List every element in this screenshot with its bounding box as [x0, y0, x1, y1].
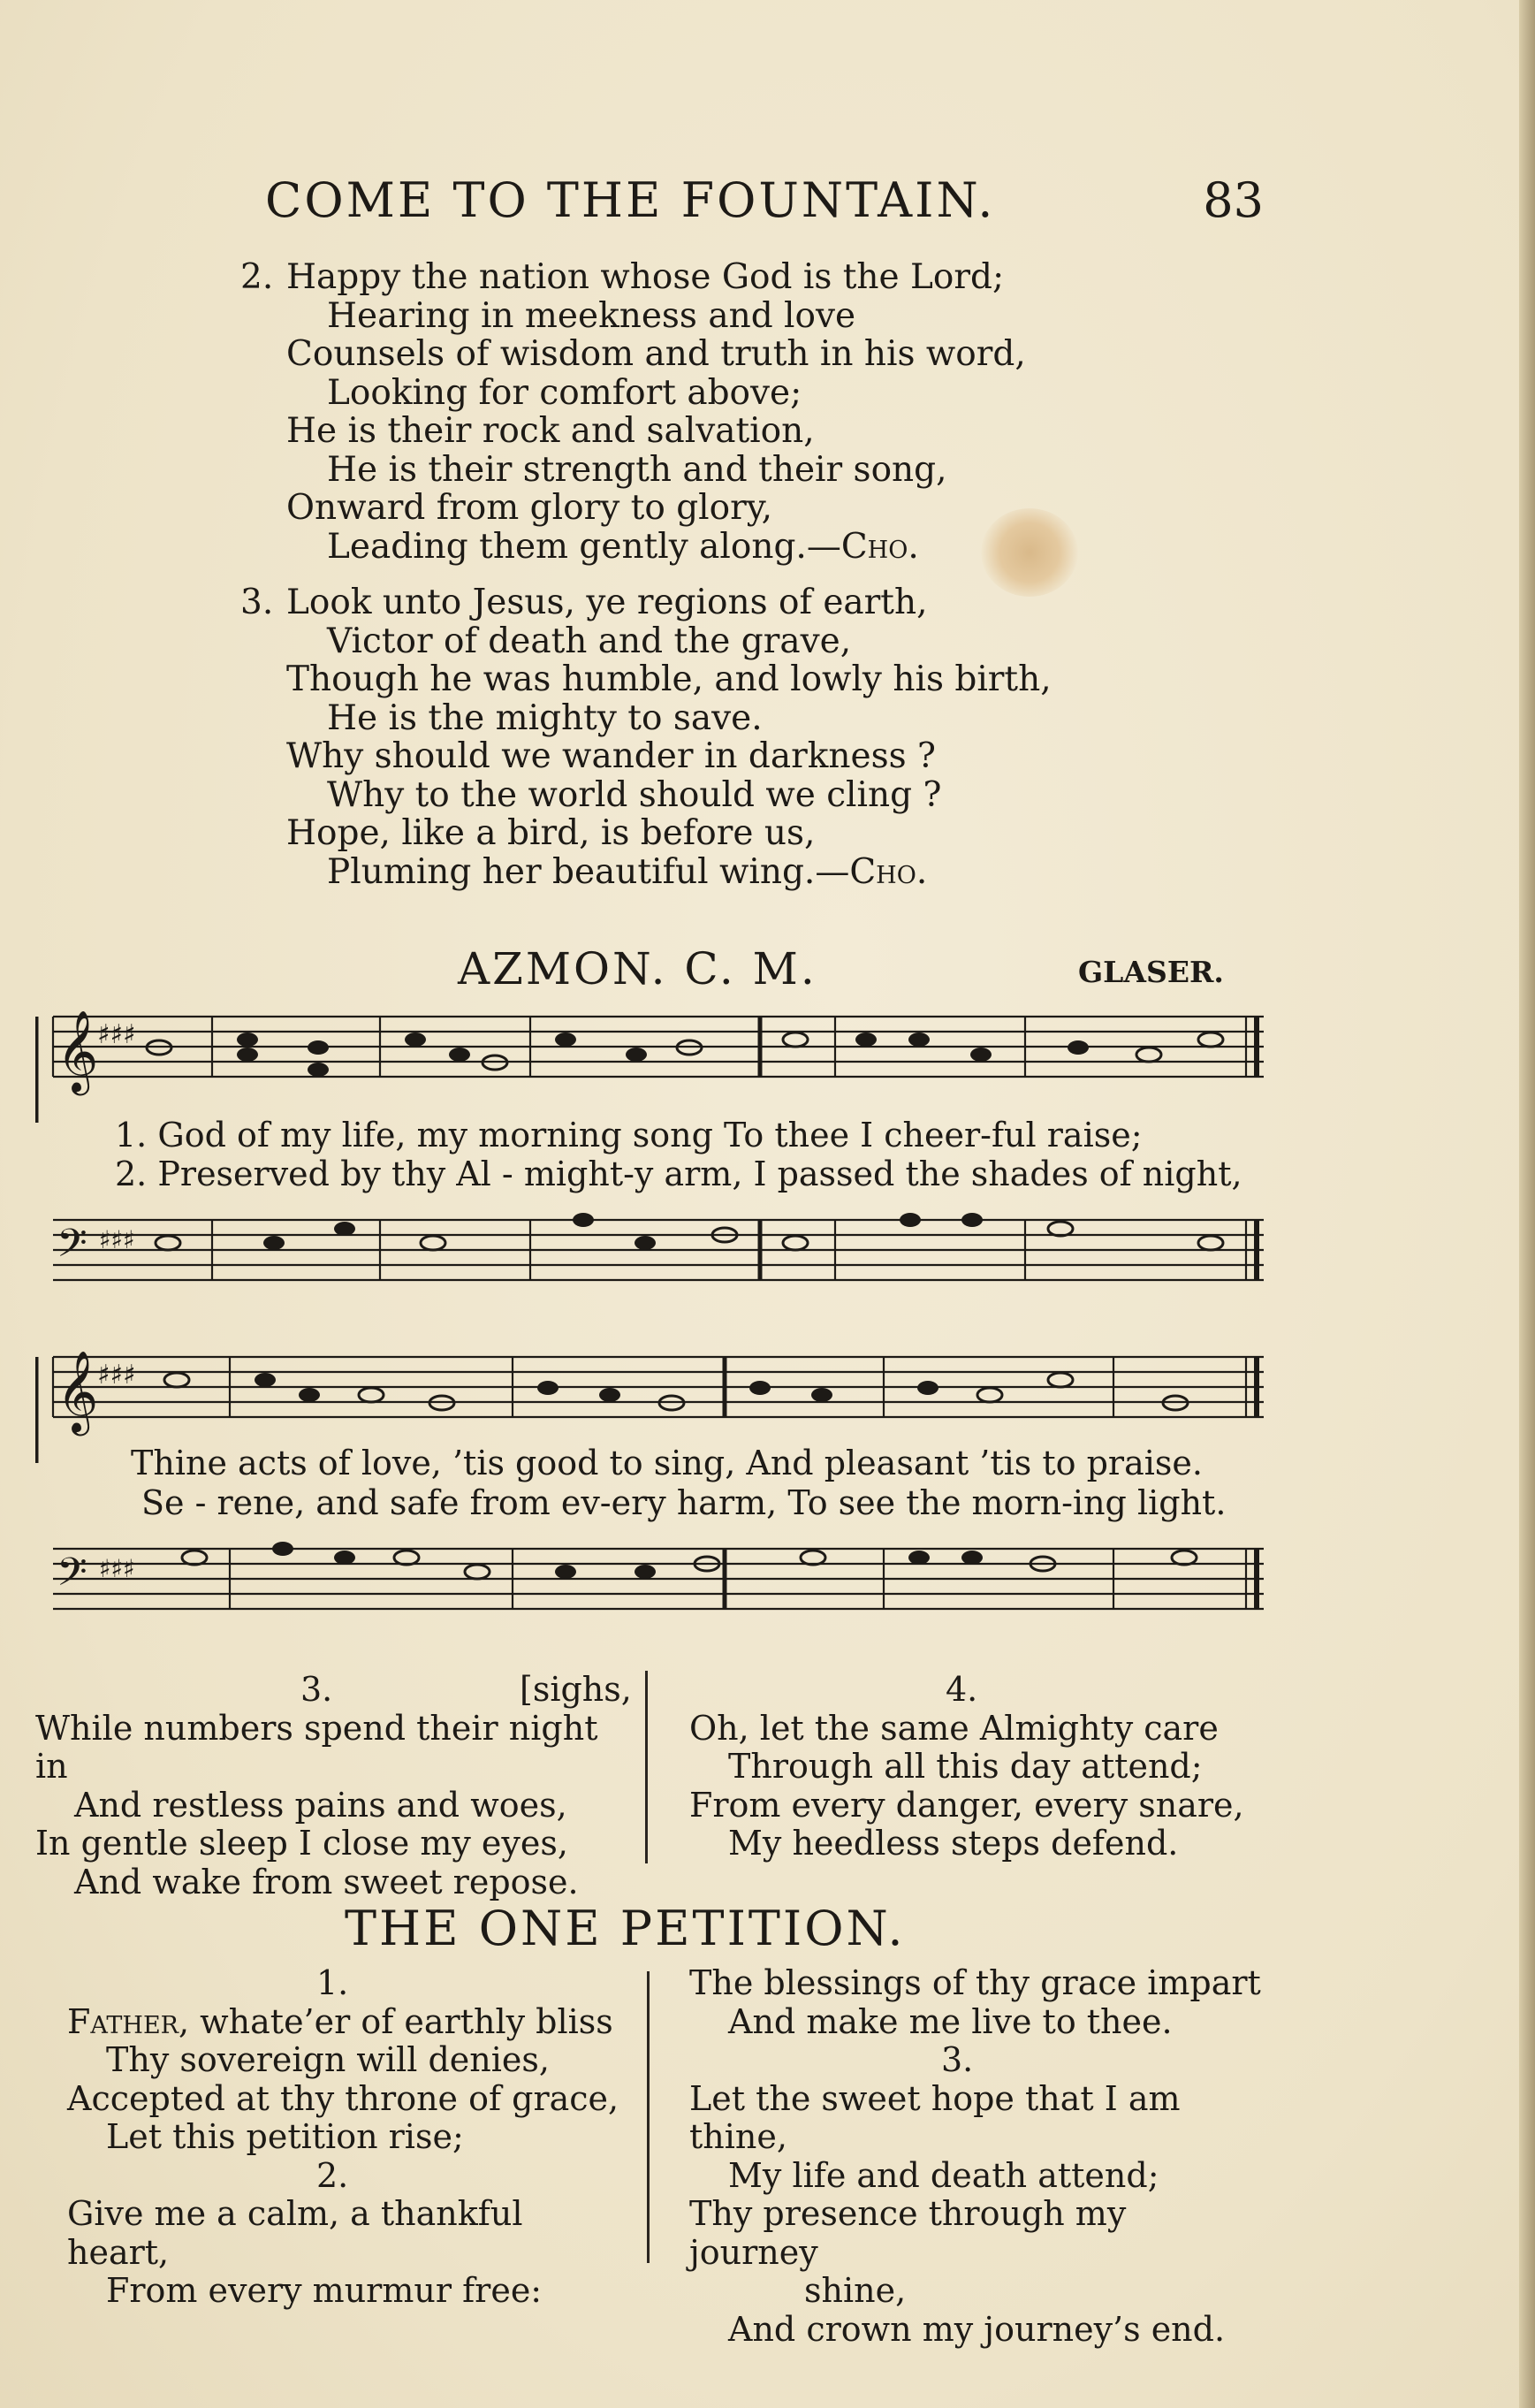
- verse-line: From every murmur free:: [106, 2271, 543, 2310]
- lyric-line-3: Thine acts of love, ’tis good to sing, And pleasant ’tis to praise.: [131, 1444, 1203, 1482]
- stanza-line: Victor of death and the grave,: [327, 621, 852, 661]
- svg-text:♯♯♯: ♯♯♯: [99, 1225, 135, 1254]
- bass-staff-system-1: [35, 1202, 1264, 1299]
- stanza-line: Onward from glory to glory,: [286, 488, 773, 528]
- hymn-title: THE ONE PETITION.: [345, 1901, 906, 1956]
- verse-line: And wake from sweet repose.: [74, 1862, 579, 1901]
- verse-line: whate’er of earthly bliss: [189, 2001, 613, 2041]
- verse-3: [35, 1670, 632, 1901]
- page-number: 83: [1203, 172, 1264, 228]
- page-title: COME TO THE FOUNTAIN.: [265, 172, 996, 228]
- verse-line: My heedless steps defend.: [728, 1824, 1179, 1863]
- svg-text:𝄞: 𝄞: [57, 1010, 99, 1092]
- chorus-marker: Cho.: [840, 526, 919, 567]
- svg-text:♯♯♯: ♯♯♯: [99, 1554, 135, 1583]
- verse-line: In gentle sleep I close my eyes,: [35, 1824, 568, 1863]
- bass-staff-system-2: [35, 1531, 1264, 1628]
- stanza-line: He is their strength and their song,: [327, 449, 947, 490]
- stanza-number: 2.: [316, 2155, 349, 2195]
- composer-name: GLASER.: [1078, 955, 1224, 989]
- verse-line: Through all this day attend;: [728, 1747, 1203, 1786]
- stanza-line: Though he was humble, and lowly his birth,: [286, 659, 1052, 699]
- verse-overflow-word: [sighs,: [520, 1670, 632, 1709]
- svg-text:♯♯♯: ♯♯♯: [97, 1019, 136, 1050]
- verse-line: While numbers spend their night in: [35, 1708, 598, 1786]
- verse-line: Give me a calm, a thankful heart,: [67, 2194, 523, 2272]
- book-spine-edge: [1519, 0, 1535, 2408]
- stanza-number: 1.: [316, 1963, 349, 2002]
- tune-name: AZMON. C. M.: [458, 943, 817, 994]
- stanza-3: [240, 583, 1052, 891]
- svg-text:♯♯♯: ♯♯♯: [97, 1360, 136, 1391]
- verse-line: From every danger, every snare,: [689, 1785, 1244, 1825]
- verse-number: 4.: [946, 1670, 978, 1709]
- verse-line: And restless pains and woes,: [74, 1785, 567, 1825]
- stanza-line: Counsels of wisdom and truth in his word,: [286, 334, 1026, 374]
- verse-line: Accepted at thy throne of grace,: [67, 2078, 619, 2118]
- petition-right-column: [689, 1964, 1264, 2349]
- stanza-line: He is the mighty to save.: [327, 697, 763, 738]
- chorus-marker: Cho.: [849, 851, 928, 892]
- verse-line: And make me live to thee.: [728, 2001, 1173, 2041]
- svg-text:𝄢: 𝄢: [57, 1549, 87, 1604]
- verse-line: Let this petition rise;: [106, 2117, 464, 2156]
- lyric-line-2: 2. Preserved by thy Al - might-y arm, I passed the shades of night,: [115, 1154, 1242, 1193]
- stanza-number: 3.: [941, 2040, 974, 2079]
- stanza-line: Hearing in meekness and love: [327, 295, 856, 336]
- stanza-number: 3.: [240, 583, 274, 622]
- lyric-line-4: Se - rene, and safe from ev-ery harm, To see the morn-ing light.: [141, 1483, 1227, 1522]
- running-header: [265, 172, 1264, 234]
- stanza-line: He is their rock and salvation,: [286, 411, 815, 451]
- stanza-line: Hope, like a bird, is before us,: [286, 813, 816, 853]
- svg-text:𝄢: 𝄢: [57, 1220, 87, 1276]
- verse-line: Thy sovereign will denies,: [106, 2040, 550, 2079]
- stanza-line: Happy the nation whose God is the Lord;: [286, 257, 1005, 297]
- verse-number: 3.: [300, 1670, 333, 1709]
- verse-line: Thy presence through my journey: [689, 2194, 1127, 2272]
- treble-staff-system-1: [35, 999, 1264, 1123]
- verse-4: [689, 1671, 1255, 1863]
- verse-line: Let the sweet hope that I am thine,: [689, 2078, 1181, 2156]
- verse-line: shine,: [804, 2271, 907, 2310]
- stanza-line: Looking for comfort above;: [327, 372, 802, 413]
- column-divider: [647, 1971, 650, 2263]
- stanza-line: Leading them gently along.—: [327, 526, 841, 567]
- lyric-line-1: 1. God of my life, my morning song To thee I cheer-ful raise;: [115, 1116, 1143, 1154]
- stanza-number: 2.: [240, 257, 274, 297]
- stanza-line: Why should we wander in darkness ?: [286, 736, 936, 776]
- stanza-line: Pluming her beautiful wing.—: [327, 851, 850, 892]
- svg-text:𝄞: 𝄞: [57, 1350, 99, 1432]
- verse-line: The blessings of thy grace impart: [689, 1963, 1261, 2002]
- stanza-line: Look unto Jesus, ye regions of earth,: [286, 583, 928, 622]
- stanza-2: [240, 258, 1026, 566]
- verse-line: My life and death attend;: [728, 2155, 1159, 2195]
- verse-line: Oh, let the same Almighty care: [689, 1708, 1219, 1748]
- verse-line: And crown my journey’s end.: [728, 2309, 1226, 2349]
- stanza-line: Why to the world should we cling ?: [327, 774, 942, 815]
- column-divider: [645, 1671, 648, 1863]
- petition-left-column: [67, 1964, 633, 2311]
- first-word: Father,: [67, 2001, 190, 2041]
